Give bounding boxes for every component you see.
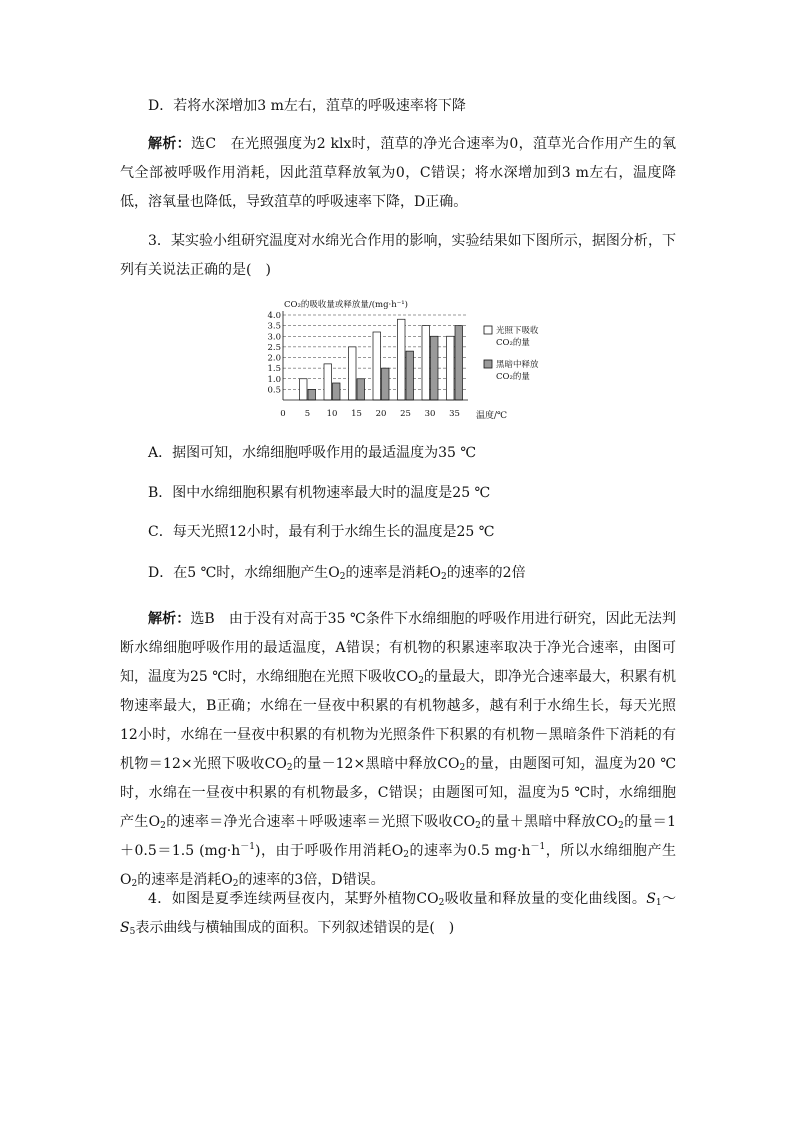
- x-tick-label: 35: [449, 409, 460, 419]
- bar-dark-release: [431, 336, 439, 400]
- subscript: 2: [339, 572, 346, 582]
- analysis-text-10: ，所以水绵细胞产生O: [120, 843, 676, 888]
- question-number: 4．: [148, 891, 172, 907]
- y-tick-label: 4.0: [267, 311, 281, 321]
- subscript: 2: [440, 572, 447, 582]
- question-number: 3．: [148, 233, 171, 249]
- analysis-text-7: 的量＝1＋0.5＝1.5 (mg·h: [120, 814, 676, 859]
- chart-y-axis-title: CO₂的吸收量或释放量/(mg·h⁻¹): [284, 300, 408, 310]
- bar-light-absorption: [300, 379, 308, 400]
- y-tick-label: 2.5: [267, 342, 281, 353]
- legend-light-line2: CO₂的量: [496, 338, 530, 348]
- subscript: 2: [403, 850, 409, 860]
- bar-dark-release: [382, 368, 390, 400]
- question-3-stem: [120, 227, 676, 285]
- analysis-question-3: [120, 605, 676, 895]
- question-text-3: 表示曲线与横轴围成的面积。下列叙述错误的是( ): [135, 920, 455, 936]
- analysis-label: 解析：: [148, 136, 192, 152]
- question-4-stem: [120, 885, 676, 943]
- x-tick-label: 15: [351, 409, 362, 419]
- chart-bars: [300, 319, 463, 400]
- analysis-text-5: 的速率＝净光合速率＋呼吸速率＝光照下吸收CO: [165, 814, 476, 830]
- y-tick-label: 2.0: [267, 353, 281, 364]
- option-d-part1: D．在5 ℃时，水绵细胞产生O: [148, 565, 340, 581]
- analysis-text-12: 的速率的3倍，D错误。: [238, 872, 385, 888]
- y-tick-label: 0.5: [267, 385, 281, 396]
- superscript: －1: [530, 842, 546, 852]
- bar-dark-release: [308, 389, 316, 400]
- bar-light-absorption: [349, 347, 357, 400]
- option-d-part3: 的速率的2倍: [446, 565, 526, 581]
- analysis-text-6: 的量＋黑暗中释放CO: [480, 814, 618, 830]
- analysis-text: 选C 在光照强度为2 klx时，菹草的净光合速率为0，菹草光合作用产生的氧气全部被呼吸作用消耗，因此菹草释放氧为0，C错误；将水深增加到3 m左右，温度降低，溶氧量也降低，导致菹草的呼吸速率下降，D正确。: [120, 136, 676, 210]
- option-c: C．每天光照12小时，最有利于水绵生长的温度是25 ℃: [148, 524, 495, 540]
- analysis-label: 解析：: [148, 611, 191, 627]
- option-d: [148, 563, 526, 583]
- bar-light-absorption: [447, 336, 455, 400]
- x-tick-label: 20: [375, 409, 387, 419]
- legend-dark-line1: 黑暗中释放: [496, 360, 539, 370]
- option-d-part2: 的速率是消耗O: [345, 565, 441, 581]
- bar-light-absorption: [373, 332, 381, 400]
- x-tick-label: 30: [424, 409, 436, 419]
- analysis-text-11: 的速率是消耗O: [137, 872, 233, 888]
- bar-dark-release: [333, 383, 341, 400]
- option-d-previous: D．若将水深增加3 m左右，菹草的呼吸速率将下降: [148, 98, 466, 114]
- legend-swatch-dark: [484, 360, 492, 368]
- analysis-text-1: 选B 由于没有对高于35 ℃条件下水绵细胞的呼吸作用进行研究，因此无法判断水绵细胞呼吸作用的最适温度，A错误；有机物的积累速率取决于净光合速率，由图可知，温度为25 ℃时，水绵细胞在光照下吸收CO: [120, 611, 677, 685]
- question-text-1: 如图是夏季连续两昼夜内，某野外植物CO: [171, 891, 439, 907]
- analysis-text-3: 的量－12×黑暗中释放CO: [292, 756, 460, 772]
- legend-swatch-light: [484, 326, 492, 334]
- analysis-text-4: 的量，由题图可知，温度为20 ℃时，水绵在一昼夜中积累的有机物最多，C错误；由题图可知，温度为5 ℃时，水绵细胞产生O: [120, 756, 677, 830]
- bar-light-absorption: [324, 364, 332, 400]
- analysis-text-2: 的量最大，即净光合速率最大，积累有机物速率最大，B正确；水绵在一昼夜中积累的有机物越多，越有利于水绵生长，每天光照12小时，水绵在一昼夜中积累的有机物为光照条件下积累的有机物－黑暗条件下消耗的有机物＝12×光照下吸收CO: [120, 669, 676, 772]
- x-tick-label: 25: [400, 409, 411, 419]
- y-tick-label: 3.0: [267, 332, 281, 343]
- x-tick-label: 0: [280, 409, 286, 419]
- analysis-text-8: )，由于呼吸作用消耗O: [255, 843, 404, 859]
- y-tick-label: 3.5: [267, 321, 281, 332]
- superscript: －1: [240, 842, 255, 852]
- symbol-s: S: [646, 891, 656, 907]
- subscript: 5: [129, 927, 136, 937]
- x-tick-label: 5: [304, 409, 311, 419]
- subscript: 1: [655, 898, 662, 908]
- bar-dark-release: [357, 379, 365, 400]
- bar-dark-release: [455, 326, 463, 400]
- chart-x-axis-label: 温度/℃: [476, 411, 508, 421]
- bar-light-absorption: [422, 326, 430, 400]
- subscript: 2: [286, 763, 293, 773]
- subscript: 2: [131, 879, 138, 889]
- subscript: 2: [438, 898, 445, 908]
- analysis-question-2: [120, 130, 676, 217]
- question-text: 某实验小组研究温度对水绵光合作用的影响，实验结果如下图所示，据图分析，下列有关说法正确的是( ): [120, 233, 676, 278]
- legend-light-line1: 光照下吸收: [496, 326, 539, 336]
- y-tick-label: 1.0: [267, 374, 281, 385]
- y-tick-label: 1.5: [267, 364, 281, 375]
- option-b: B．图中水绵细胞积累有机物速率最大时的温度是25 ℃: [148, 485, 491, 501]
- subscript: 2: [160, 821, 166, 831]
- subscript: 2: [459, 763, 466, 773]
- subscript: 2: [232, 879, 239, 889]
- legend-dark-line2: CO₂的量: [496, 372, 530, 382]
- question-text-2: 吸收量和释放量的变化曲线图。: [444, 891, 647, 907]
- option-a: A．据图可知，水绵细胞呼吸作用的最适温度为35 ℃: [148, 445, 477, 461]
- chart-legend: [484, 325, 539, 382]
- symbol-s: S: [120, 920, 130, 936]
- chart-y-tick-labels: [267, 311, 281, 395]
- temperature-bar-chart: [266, 296, 539, 422]
- subscript: 2: [618, 821, 624, 831]
- tilde: ～: [661, 891, 676, 907]
- bar-light-absorption: [398, 319, 406, 400]
- analysis-text-9: 的速率为0.5 mg·h: [408, 843, 531, 859]
- bar-dark-release: [406, 351, 414, 400]
- subscript: 2: [475, 821, 481, 831]
- x-tick-label: 10: [326, 409, 338, 419]
- chart-x-tick-labels: [280, 409, 460, 419]
- subscript: 2: [418, 676, 424, 686]
